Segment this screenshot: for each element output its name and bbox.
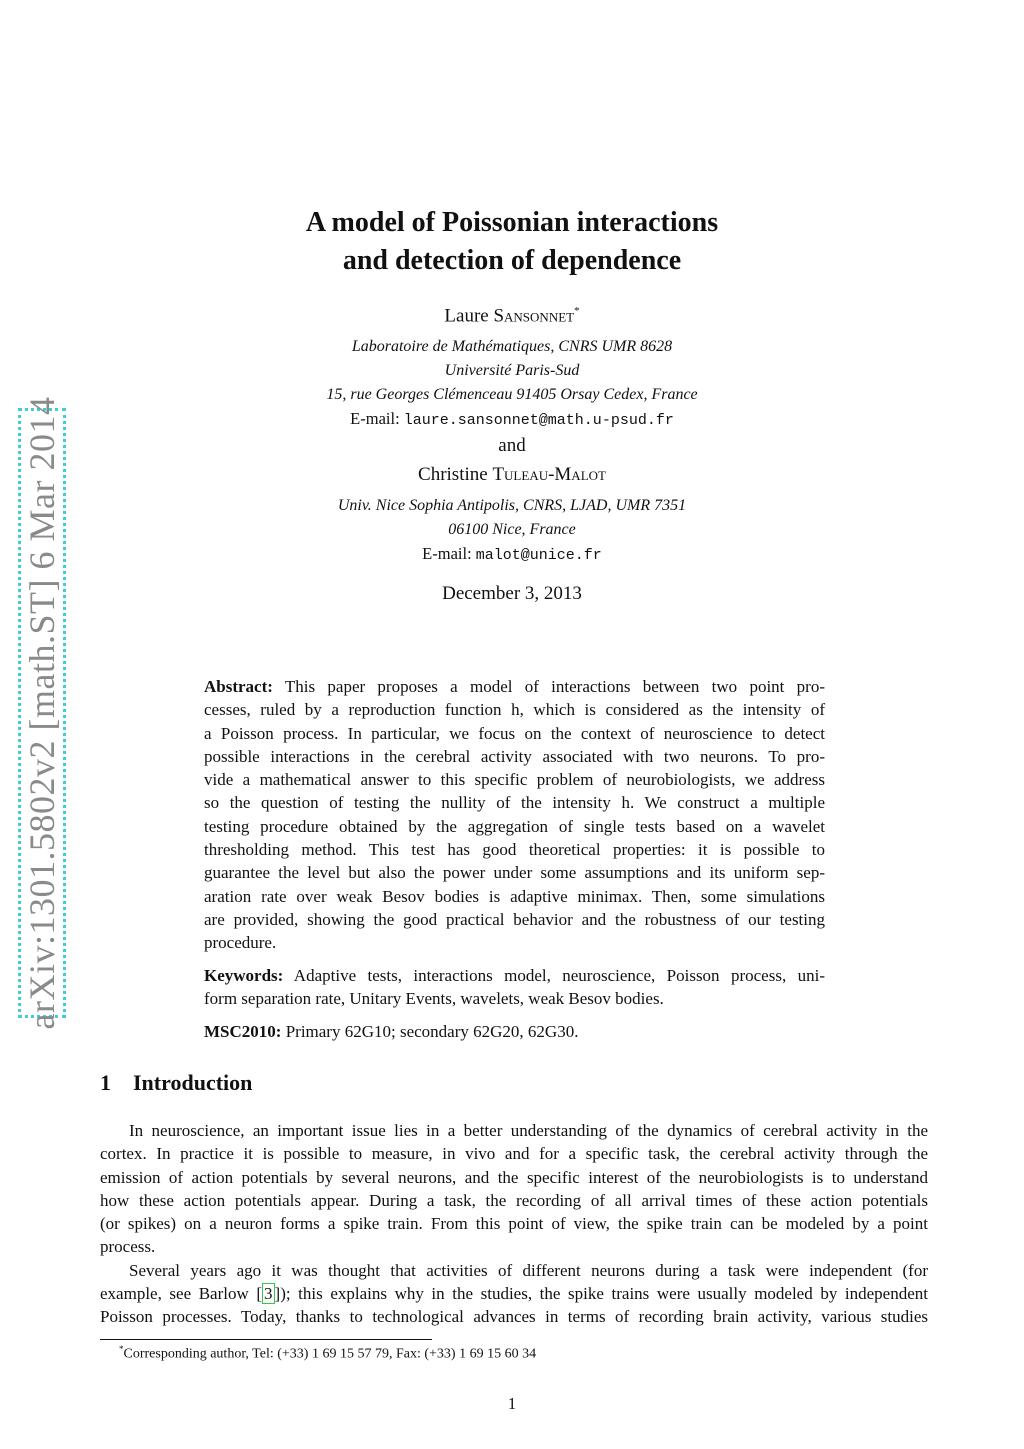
body-text	[100, 1119, 928, 1329]
affiliation-line: 06100 Nice, France	[448, 521, 576, 538]
section-heading	[100, 1070, 252, 1096]
text-line: Several years ago it was thought that activities of different neurons during a task were independent (for	[129, 1260, 928, 1280]
author-last: Sansonnet	[493, 305, 575, 327]
text-line: Poisson processes. Today, thanks to technological advances in terms of recording brain activity, various studies	[100, 1307, 928, 1327]
page-number: 1	[507, 1394, 517, 1413]
text-line	[100, 1119, 928, 1142]
abstract-line	[204, 861, 825, 884]
keywords	[204, 964, 825, 1011]
section-title: Introduction	[133, 1070, 253, 1095]
affiliation-1	[0, 335, 1024, 407]
affiliation-line: 15, rue Georges Clémenceau 91405 Orsay Cedex, France	[326, 386, 698, 403]
abstract-line	[204, 838, 825, 861]
affiliation-2	[0, 494, 1024, 542]
paper-date: December 3, 2013	[442, 583, 582, 604]
paper-title	[0, 204, 1024, 280]
abstract-text: so the question of testing the nullity of the intensity h. We construct a multiple	[204, 793, 825, 813]
abstract-line	[204, 931, 825, 954]
and-separator: and	[498, 435, 526, 456]
text-span: process.	[100, 1237, 156, 1257]
abstract-text: vide a mathematical answer to this specific problem of neurobiologists, we address	[204, 770, 825, 790]
text-span: how these action potentials appear. During a task, the recording of all arrival times of these action potentials	[100, 1190, 928, 1210]
abstract-text: cesses, ruled by a reproduction function h, which is considered as the intensity of	[204, 700, 825, 720]
abstract-text: This paper proposes a model of interactions between two point pro-	[272, 677, 825, 696]
affiliation-line: Laboratoire de Mathématiques, CNRS UMR 8628	[351, 338, 673, 355]
author-first: Laure	[444, 305, 494, 327]
email-label: E-mail:	[350, 409, 404, 428]
abstract-text: a Poisson process. In particular, we focus on the context of neuroscience to detect	[204, 723, 825, 743]
text-line	[100, 1142, 928, 1165]
text-span: ]); this explains why in the studies, the spike trains were usually modeled by independent	[274, 1284, 928, 1304]
affiliation-line: Univ. Nice Sophia Antipolis, CNRS, LJAD, UMR 7351	[337, 497, 687, 514]
author-1	[0, 305, 1024, 327]
text-span: (or spikes) on a neuron forms a spike train. From this point of view, the spike train can be modeled by a point	[100, 1214, 928, 1234]
text-line	[100, 1166, 928, 1189]
author-2	[0, 464, 1024, 486]
abstract-text: guarantee the level but also the power under some assumptions and its uniform sep-	[204, 863, 825, 883]
abstract-text: thresholding method. This test has good theoretical properties: it is possible to	[204, 840, 825, 860]
text-span: cortex. In practice it is possible to measure, in vivo and for a specific task, the cerebral activity through the	[100, 1144, 928, 1164]
abstract-line	[204, 745, 825, 768]
email-2	[0, 542, 1024, 568]
affiliation-line: Université Paris-Sud	[444, 362, 580, 379]
author-first: Christine	[418, 464, 493, 485]
footnote-mark: *	[119, 1344, 124, 1354]
footnote-mark: *	[574, 305, 580, 317]
text-line	[100, 1282, 928, 1305]
abstract-line	[204, 815, 825, 838]
msc-text: Primary 62G10; secondary 62G20, 62G30.	[281, 1022, 579, 1041]
abstract-text: are provided, showing the good practical behavior and the robustness of our testing	[204, 909, 825, 929]
abstract-line	[204, 722, 825, 745]
email-link[interactable]: laure.sansonnet@math.u-psud.fr	[403, 412, 674, 429]
abstract-line	[204, 791, 825, 814]
keywords-text: Adaptive tests, interactions model, neuroscience, Poisson process, uni-	[283, 966, 825, 985]
citation-link[interactable]: 3	[264, 1284, 273, 1304]
section-number: 1	[100, 1070, 111, 1095]
abstract-line	[204, 885, 825, 908]
text-span: emission of action potentials by several neurons, and the specific interest of the neurobiologists is to understand	[100, 1167, 928, 1187]
text-span: example, see Barlow [	[100, 1284, 263, 1304]
email-1	[0, 407, 1024, 433]
abstract-text: aration rate over weak Besov bodies is adaptive minimax. Then, some simulations	[204, 886, 825, 906]
text-span: In neuroscience, an important issue lies in a better understanding of the dynamics of cerebral activity in the	[129, 1121, 928, 1140]
abstract	[204, 675, 825, 955]
keywords-text: form separation rate, Unitary Events, wavelets, weak Besov bodies.	[204, 989, 664, 1009]
text-line	[100, 1235, 928, 1258]
abstract-text: procedure.	[204, 933, 277, 953]
text-line	[100, 1189, 928, 1212]
abstract-line	[204, 698, 825, 721]
email-label: E-mail:	[422, 544, 476, 563]
arxiv-stamp: arXiv:1301.5802v2 [math.ST] 6 Mar 2014	[18, 408, 66, 1018]
abstract-text: testing procedure obtained by the aggregation of single tests based on a wavelet	[204, 816, 825, 836]
abstract-text: possible interactions in the cerebral activity associated with two neurons. To pro-	[204, 746, 825, 766]
footnote-rule	[100, 1339, 432, 1340]
keywords-label: Keywords:	[204, 966, 284, 985]
title-line: A model of Poissonian interactions	[305, 207, 719, 238]
msc	[204, 1020, 825, 1043]
title-line: and detection of dependence	[342, 245, 682, 276]
abstract-line	[204, 908, 825, 931]
footnote	[119, 1344, 536, 1363]
paragraph	[100, 1259, 928, 1329]
abstract-label: Abstract:	[204, 677, 273, 696]
email-link[interactable]: malot@unice.fr	[475, 547, 602, 564]
abstract-line	[204, 768, 825, 791]
msc-label: MSC2010:	[204, 1022, 282, 1041]
footnote-text: Corresponding author, Tel: (+33) 1 69 15 57 79, Fax: (+33) 1 69 15 60 34	[123, 1346, 537, 1362]
abstract-line	[204, 675, 825, 698]
text-line	[100, 1212, 928, 1235]
paragraph	[100, 1119, 928, 1259]
author-last: Tuleau-Malot	[492, 464, 606, 485]
